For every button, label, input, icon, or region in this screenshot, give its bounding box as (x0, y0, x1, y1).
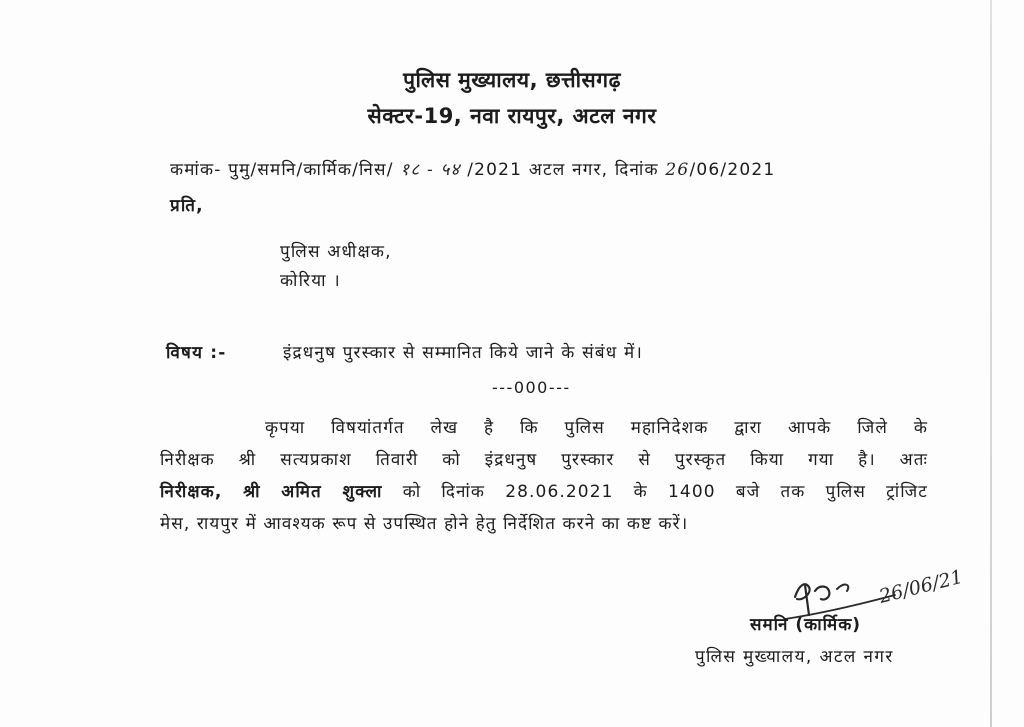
reference-date-rest: /06/2021 (689, 160, 776, 180)
body-line-3 (160, 476, 928, 508)
reference-handwritten-day: 26 (665, 160, 690, 180)
salutation-prati: प्रति, (170, 196, 204, 216)
header-address: सेक्टर-19, नवा रायपुर, अटल नगर (367, 104, 657, 128)
reference-prefix: कमांक- पुमु/समनि/कार्मिक/निस/ (170, 160, 394, 180)
signatory-title: समनि (कार्मिक) (750, 615, 862, 635)
recipient-designation: पुलिस अधीक्षक, (280, 242, 392, 262)
reference-line (170, 157, 775, 180)
section-divider: ---000--- (492, 378, 571, 397)
reference-middle: /2021 अटल नगर, दिनांक (467, 160, 659, 180)
body-line-2: निरीक्षक श्री सत्यप्रकाश तिवारी को इंद्रधनुष पुरस्कार से पुरस्कृत किया गया है। अतः (160, 450, 928, 470)
subject-text: इंद्रधनुष पुरस्कार से सम्मानित किये जाने के संबंध में। (283, 343, 644, 363)
reference-handwritten-number: १८ - ५४ (400, 160, 461, 180)
signature-date: 26/06/21 (876, 565, 966, 608)
subject-label: विषय :- (166, 343, 227, 363)
header-office-name: पुलिस मुख्यालय, छत्तीसगढ़ (403, 68, 621, 92)
body-line-1: कृपया विषयांतर्गत लेख है कि पुलिस महानिदेशक द्वारा आपके जिले के (265, 418, 928, 438)
recipient-district: कोरिया । (280, 271, 341, 291)
body-line-3-rest: को दिनांक 28.06.2021 के 1400 बजे तक पुलिस ट्रांजिट (402, 482, 928, 502)
signatory-office: पुलिस मुख्यालय, अटल नगर (695, 647, 894, 667)
body-line-4: मेस, रायपुर में आवश्यक रूप से उपस्थित होने हेतु निर्देशित करने का कष्ट करें। (160, 514, 689, 534)
body-officer-name: निरीक्षक, श्री अमित शुक्ला (160, 482, 383, 502)
